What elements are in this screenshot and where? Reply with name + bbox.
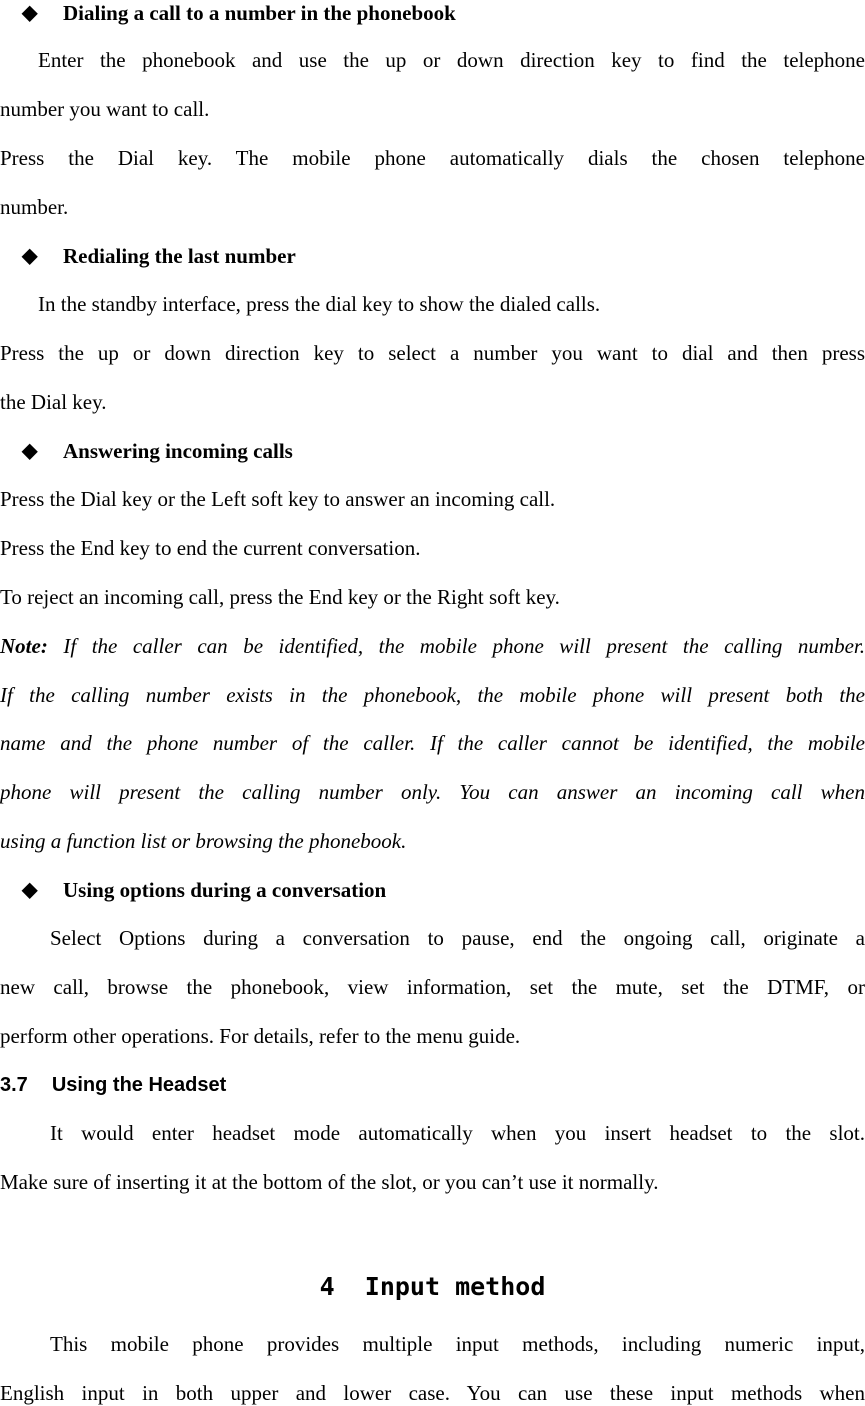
paragraph-line: English input in both upper and lower case. You can use these input methods when xyxy=(0,1381,865,1405)
note-line: name and the phone number of the caller. If the caller cannot be identified, the mobile xyxy=(0,731,865,755)
diamond-bullet-icon: ◆ xyxy=(22,440,38,462)
paragraph-line: It would enter headset mode automatically when you insert headset to the slot. xyxy=(50,1121,865,1145)
note-label: Note: xyxy=(0,634,48,658)
paragraph-line: In the standby interface, press the dial key to show the dialed calls. xyxy=(38,292,601,316)
paragraph-line: perform other operations. For details, refer to the menu guide. xyxy=(0,1024,521,1048)
diamond-bullet-icon: ◆ xyxy=(22,879,38,901)
paragraph-line: Press the End key to end the current conversation. xyxy=(0,536,421,560)
chapter-heading: 4 Input method xyxy=(319,1272,546,1301)
note-line: phone will present the calling number only. You can answer an incoming call when xyxy=(0,780,865,804)
paragraph-line: number you want to call. xyxy=(0,97,210,121)
paragraph-line: new call, browse the phonebook, view information, set the mute, set the DTMF, or xyxy=(0,975,865,999)
paragraph-line: This mobile phone provides multiple input methods, including numeric input, xyxy=(50,1332,865,1356)
heading-text: Using options during a conversation xyxy=(63,878,387,902)
section-heading-headset xyxy=(0,1072,865,1098)
note-text: If the caller can be identified, the mobile phone will present the calling number. xyxy=(47,634,865,658)
paragraph-line: the Dial key. xyxy=(0,390,107,414)
paragraph-line: Select Options during a conversation to pause, end the ongoing call, originate a xyxy=(50,926,865,950)
heading-text: Answering incoming calls xyxy=(63,439,293,463)
note-line xyxy=(0,633,865,659)
diamond-bullet-icon: ◆ xyxy=(22,245,38,267)
section-number: 3.7 xyxy=(0,1074,28,1096)
paragraph-line: To reject an incoming call, press the End key or the Right soft key. xyxy=(0,585,560,609)
heading-text: Dialing a call to a number in the phonebook xyxy=(63,1,456,25)
note-line: using a function list or browsing the phonebook. xyxy=(0,829,407,853)
paragraph-line: number. xyxy=(0,195,69,219)
paragraph-line: Press the Dial key or the Left soft key to answer an incoming call. xyxy=(0,487,556,511)
note-line: If the calling number exists in the phonebook, the mobile phone will present both the xyxy=(0,683,865,707)
paragraph-line: Press the up or down direction key to select a number you want to dial and then press xyxy=(0,341,865,365)
paragraph-line: Press the Dial key. The mobile phone automatically dials the chosen telephone xyxy=(0,146,865,170)
paragraph-line: Enter the phonebook and use the up or down direction key to find the telephone xyxy=(38,48,865,72)
heading-text: Redialing the last number xyxy=(63,244,296,268)
diamond-bullet-icon: ◆ xyxy=(22,2,38,24)
paragraph-line: Make sure of inserting it at the bottom of the slot, or you can’t use it normally. xyxy=(0,1170,659,1194)
section-title: Using the Headset xyxy=(51,1074,227,1096)
